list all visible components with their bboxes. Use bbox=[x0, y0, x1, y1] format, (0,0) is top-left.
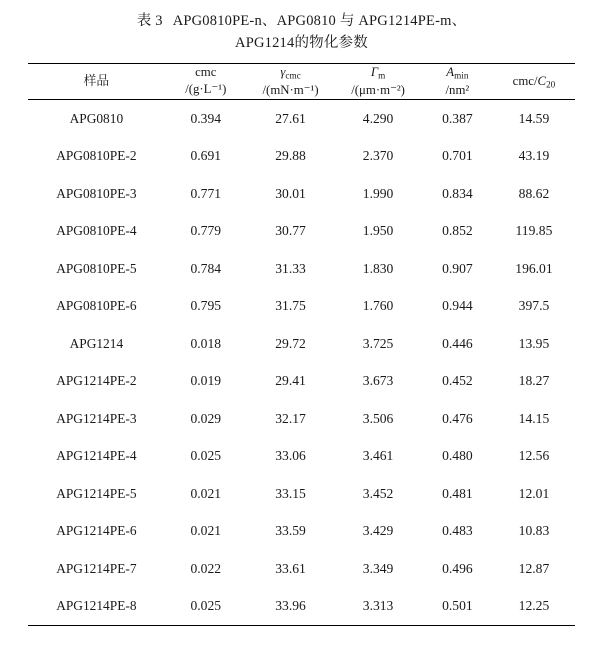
cell-cmc-over-c20: 14.15 bbox=[518, 410, 550, 426]
table-row bbox=[28, 175, 575, 213]
cell-gamma-m: 3.506 bbox=[362, 410, 394, 426]
table-caption bbox=[28, 10, 575, 55]
cell-cmc-over-c20: 14.59 bbox=[518, 110, 550, 126]
table-row bbox=[28, 250, 575, 288]
cell-sample: APG0810PE-6 bbox=[56, 298, 137, 314]
table-row bbox=[28, 287, 575, 325]
cell-cmc-over-c20: 43.19 bbox=[518, 148, 550, 164]
cell-gamma-m: 2.370 bbox=[362, 148, 394, 164]
cell-cmc-over-c20: 12.56 bbox=[518, 448, 550, 464]
table-row bbox=[28, 212, 575, 250]
cell-gamma-cmc: 33.15 bbox=[275, 485, 306, 501]
cell-sample: APG0810 bbox=[69, 110, 124, 126]
cell-cmc-over-c20: 196.01 bbox=[515, 260, 553, 276]
cell-a-min: 0.907 bbox=[442, 260, 473, 276]
cell-a-min: 0.496 bbox=[442, 560, 473, 576]
cell-sample: APG1214PE-2 bbox=[56, 373, 137, 389]
cell-sample: APG1214PE-6 bbox=[56, 523, 137, 539]
table-row bbox=[28, 325, 575, 363]
cell-cmc: 0.394 bbox=[190, 110, 222, 126]
cell-cmc: 0.021 bbox=[190, 485, 222, 501]
cell-cmc: 0.025 bbox=[190, 598, 222, 614]
cell-cmc-over-c20: 13.95 bbox=[518, 335, 550, 351]
cell-gamma-m: 3.313 bbox=[362, 598, 394, 614]
column-header-cmc-over-c20: cmc/$C_{20}$ bbox=[512, 73, 556, 89]
cell-gamma-cmc: 29.88 bbox=[275, 148, 306, 164]
physicochemical-parameters-table bbox=[28, 64, 575, 99]
cell-cmc: 0.018 bbox=[190, 335, 222, 351]
cell-sample: APG0810PE-3 bbox=[56, 185, 137, 201]
table-caption-line1: APG0810PE-n、APG0810 与 APG1214PE-m、 bbox=[172, 13, 467, 29]
cell-gamma-cmc: 31.33 bbox=[275, 260, 306, 276]
cell-gamma-m: 1.830 bbox=[362, 260, 394, 276]
table-header-row bbox=[28, 64, 575, 99]
table-row bbox=[28, 512, 575, 550]
cell-sample: APG0810PE-5 bbox=[56, 260, 137, 276]
cell-gamma-cmc: 29.41 bbox=[275, 373, 306, 389]
cell-cmc-over-c20: 397.5 bbox=[518, 298, 550, 314]
cell-gamma-cmc: 27.61 bbox=[275, 110, 306, 126]
column-header-sample: 样品 bbox=[83, 73, 110, 88]
cell-cmc: 0.784 bbox=[190, 260, 222, 276]
cell-cmc-over-c20: 12.25 bbox=[518, 598, 550, 614]
cell-a-min: 0.452 bbox=[442, 373, 473, 389]
cell-gamma-m: 1.760 bbox=[362, 298, 394, 314]
cell-gamma-cmc: 33.06 bbox=[275, 448, 306, 464]
cell-cmc: 0.771 bbox=[190, 185, 222, 201]
cell-a-min: 0.483 bbox=[442, 523, 473, 539]
cell-a-min: 0.476 bbox=[442, 410, 473, 426]
column-header-gamma-m: $\Gamma_m$ /(μm·m⁻²) bbox=[351, 64, 405, 97]
cell-cmc: 0.779 bbox=[190, 223, 222, 239]
cell-gamma-cmc: 33.96 bbox=[275, 598, 306, 614]
column-header-cmc: cmc /(g·L⁻¹) bbox=[185, 65, 227, 97]
table-row bbox=[28, 437, 575, 475]
table-bottom-rule bbox=[28, 625, 575, 626]
cell-cmc: 0.021 bbox=[190, 523, 222, 539]
physicochemical-parameters-body bbox=[28, 100, 575, 625]
cell-a-min: 0.446 bbox=[442, 335, 473, 351]
cell-sample: APG0810PE-4 bbox=[56, 223, 137, 239]
cell-sample: APG1214PE-3 bbox=[56, 410, 137, 426]
cell-a-min: 0.387 bbox=[442, 110, 473, 126]
table-caption-line2: APG1214的物化参数 bbox=[235, 35, 368, 52]
column-header-a-min: $A_{min}$ /nm² bbox=[445, 64, 470, 97]
cell-a-min: 0.701 bbox=[442, 148, 473, 164]
table-row bbox=[28, 362, 575, 400]
cell-gamma-m: 3.349 bbox=[362, 560, 394, 576]
cell-gamma-m: 1.990 bbox=[362, 185, 394, 201]
cell-a-min: 0.481 bbox=[442, 485, 473, 501]
cell-sample: APG1214PE-8 bbox=[56, 598, 137, 614]
cell-cmc: 0.019 bbox=[190, 373, 222, 389]
cell-gamma-cmc: 30.77 bbox=[275, 223, 306, 239]
cell-cmc-over-c20: 119.85 bbox=[515, 223, 553, 239]
cell-gamma-m: 1.950 bbox=[362, 223, 394, 239]
cell-cmc-over-c20: 18.27 bbox=[518, 373, 550, 389]
table-row bbox=[28, 550, 575, 588]
cell-gamma-m: 3.725 bbox=[362, 335, 394, 351]
table-row bbox=[28, 400, 575, 438]
cell-gamma-cmc: 31.75 bbox=[275, 298, 306, 314]
cell-cmc-over-c20: 10.83 bbox=[518, 523, 550, 539]
cell-cmc: 0.691 bbox=[190, 148, 222, 164]
cell-a-min: 0.834 bbox=[442, 185, 473, 201]
column-header-gamma-cmc: $\gamma_{cmc}$ /(mN·m⁻¹) bbox=[262, 64, 319, 97]
cell-cmc: 0.795 bbox=[190, 298, 222, 314]
table-row bbox=[28, 587, 575, 625]
cell-cmc-over-c20: 12.01 bbox=[518, 485, 550, 501]
cell-gamma-m: 3.429 bbox=[362, 523, 394, 539]
cell-a-min: 0.480 bbox=[442, 448, 473, 464]
cell-sample: APG1214PE-5 bbox=[56, 485, 137, 501]
table-caption-label: 表 3 bbox=[136, 13, 163, 29]
cell-a-min: 0.944 bbox=[442, 298, 473, 314]
table-body bbox=[28, 100, 575, 625]
table-row bbox=[28, 137, 575, 175]
cell-gamma-cmc: 30.01 bbox=[275, 185, 306, 201]
cell-a-min: 0.501 bbox=[442, 598, 473, 614]
cell-sample: APG1214PE-7 bbox=[56, 560, 137, 576]
cell-cmc-over-c20: 88.62 bbox=[518, 185, 550, 201]
cell-cmc: 0.022 bbox=[190, 560, 222, 576]
cell-gamma-m: 3.673 bbox=[362, 373, 394, 389]
cell-sample: APG1214PE-4 bbox=[56, 448, 137, 464]
cell-sample: APG0810PE-2 bbox=[56, 148, 137, 164]
cell-a-min: 0.852 bbox=[442, 223, 473, 239]
table-row bbox=[28, 100, 575, 138]
table-head bbox=[28, 64, 575, 99]
cell-cmc-over-c20: 12.87 bbox=[518, 560, 550, 576]
cell-cmc: 0.029 bbox=[190, 410, 222, 426]
table-row bbox=[28, 475, 575, 513]
cell-gamma-cmc: 33.61 bbox=[275, 560, 306, 576]
cell-gamma-cmc: 32.17 bbox=[275, 410, 306, 426]
cell-gamma-m: 3.461 bbox=[362, 448, 394, 464]
cell-gamma-m: 3.452 bbox=[362, 485, 394, 501]
cell-gamma-m: 4.290 bbox=[362, 110, 394, 126]
cell-gamma-cmc: 33.59 bbox=[275, 523, 306, 539]
cell-gamma-cmc: 29.72 bbox=[275, 335, 306, 351]
cell-sample: APG1214 bbox=[69, 335, 124, 351]
cell-cmc: 0.025 bbox=[190, 448, 222, 464]
